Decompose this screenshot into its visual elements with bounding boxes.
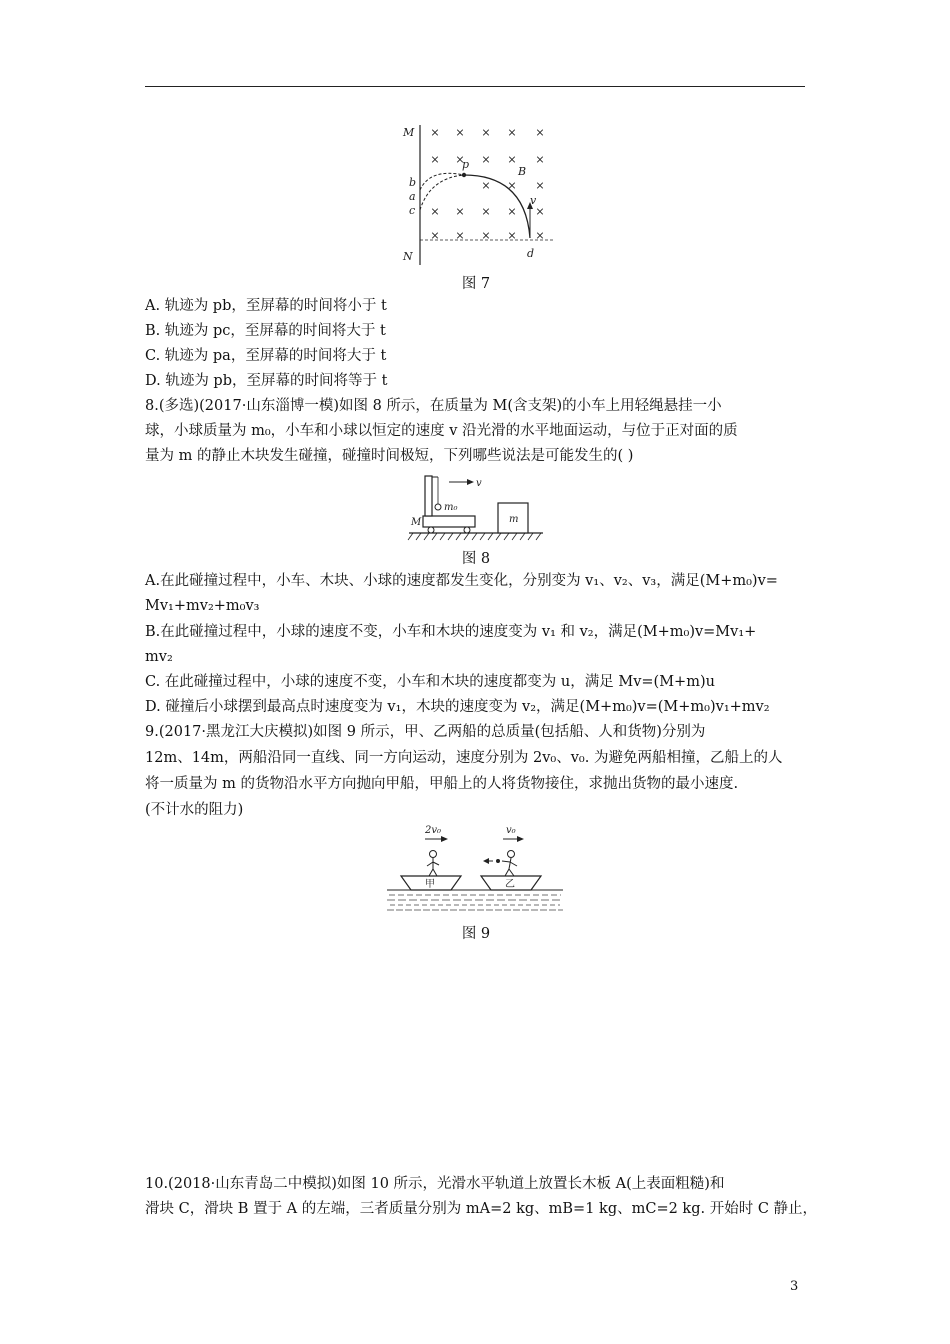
- svg-text:×: ×: [481, 179, 491, 192]
- svg-text:×: ×: [535, 126, 545, 139]
- q9-stem-line-1: 9.(2017·黑龙江大庆模拟)如图 9 所示，甲、乙两船的总质量(包括船、人和货物)分别为: [145, 724, 706, 740]
- svg-text:×: ×: [430, 126, 440, 139]
- figure-7-magnetic-field: [400, 120, 560, 270]
- svg-text:×: ×: [430, 205, 440, 218]
- fig9-label-boat-jia: 甲: [425, 879, 435, 890]
- fig9-label-boat-yi: 乙: [505, 879, 515, 890]
- figure-7-caption: 图 7: [461, 276, 491, 292]
- svg-text:×: ×: [481, 229, 491, 242]
- fig7-label-B: B: [518, 165, 527, 178]
- fig9-label-v0: v₀: [506, 825, 516, 836]
- q7-option-a: A. 轨迹为 pb，至屏幕的时间将小于 t: [145, 298, 387, 314]
- svg-text:×: ×: [535, 205, 545, 218]
- q8-option-b-line-1: B.在此碰撞过程中，小球的速度不变，小车和木块的速度变为 v₁ 和 v₂，满足(M+m₀)v=Mv₁+: [145, 624, 757, 640]
- svg-text:×: ×: [455, 205, 465, 218]
- q7-option-c: C. 轨迹为 pa，至屏幕的时间将大于 t: [145, 348, 387, 364]
- svg-text:×: ×: [535, 179, 545, 192]
- q8-option-a-line-1: A.在此碰撞过程中，小车、木块、小球的速度都发生变化，分别变为 v₁、v₂、v₃，满足(M+m₀)v=: [145, 573, 778, 589]
- svg-text:×: ×: [507, 229, 517, 242]
- q8-stem-line-3: 量为 m 的静止木块发生碰撞，碰撞时间极短，下列哪些说法是可能发生的( ): [145, 448, 634, 464]
- svg-text:×: ×: [481, 153, 491, 166]
- q8-stem-line-2: 球，小球质量为 m₀，小车和小球以恒定的速度 v 沿光滑的水平地面运动，与位于正对面的质: [145, 423, 738, 439]
- fig7-label-b: b: [409, 176, 417, 189]
- fig8-label-M: M: [411, 517, 422, 528]
- fig7-label-a: a: [409, 190, 416, 203]
- fig8-label-v: v: [476, 478, 482, 489]
- svg-text:×: ×: [507, 179, 517, 192]
- q9-stem-line-2: 12m、14m，两船沿同一直线、同一方向运动，速度分别为 2v₀、v₀. 为避免两船相撞，乙船上的人: [145, 750, 783, 766]
- svg-text:×: ×: [430, 153, 440, 166]
- fig8-label-m0: m₀: [444, 502, 458, 513]
- fig7-label-N: N: [403, 250, 413, 263]
- q8-option-b-line-2: mv₂: [145, 649, 173, 665]
- fig7-label-M: M: [403, 126, 415, 139]
- q8-option-d: D. 碰撞后小球摆到最高点时速度变为 v₁，木块的速度变为 v₂，满足(M+m₀)v=(M+m₀)v₁+mv₂: [145, 699, 770, 715]
- q10-stem-line-2: 滑块 C，滑块 B 置于 A 的左端，三者质量分别为 mA=2 kg、mB=1 kg、mC=2 kg. 开始时 C 静止，: [145, 1201, 818, 1217]
- q7-option-d: D. 轨迹为 pb，至屏幕的时间将等于 t: [145, 373, 388, 389]
- header-rule: [145, 86, 805, 87]
- q8-option-c: C. 在此碰撞过程中，小球的速度不变，小车和木块的速度都变为 u，满足 Mv=(M+m)u: [145, 674, 715, 690]
- q8-option-a-line-2: Mv₁+mv₂+m₀v₃: [145, 598, 260, 614]
- figure-9-caption: 图 9: [461, 926, 491, 942]
- svg-text:×: ×: [507, 153, 517, 166]
- svg-text:×: ×: [430, 229, 440, 242]
- svg-text:×: ×: [535, 153, 545, 166]
- q7-option-b: B. 轨迹为 pc，至屏幕的时间将大于 t: [145, 323, 386, 339]
- page-number: 3: [790, 1279, 799, 1294]
- q9-stem-line-4: (不计水的阻力): [145, 802, 244, 818]
- fig7-label-p: p: [462, 158, 470, 171]
- svg-text:×: ×: [481, 205, 491, 218]
- svg-text:×: ×: [535, 229, 545, 242]
- fig7-label-v: v: [530, 194, 537, 207]
- fig7-label-c: c: [409, 204, 416, 217]
- svg-text:×: ×: [507, 126, 517, 139]
- svg-text:×: ×: [455, 153, 465, 166]
- q9-stem-line-3: 将一质量为 m 的货物沿水平方向抛向甲船，甲船上的人将货物接住，求抛出货物的最小速度.: [145, 776, 739, 792]
- svg-text:×: ×: [455, 229, 465, 242]
- figure-8-caption: 图 8: [461, 551, 491, 567]
- fig8-label-m: m: [509, 514, 519, 525]
- svg-text:×: ×: [507, 205, 517, 218]
- fig7-label-d: d: [527, 247, 535, 260]
- q10-stem-line-1: 10.(2018·山东青岛二中模拟)如图 10 所示，光滑水平轨道上放置长木板 A(上表面粗糙)和: [145, 1176, 725, 1192]
- figure-9-two-boats: [385, 822, 565, 914]
- q8-stem-line-1: 8.(多选)(2017·山东淄博一模)如图 8 所示，在质量为 M(含支架)的小车上用轻绳悬挂一小: [145, 398, 722, 414]
- figure-8-cart-collision: [405, 472, 545, 544]
- svg-text:×: ×: [481, 126, 491, 139]
- svg-text:×: ×: [455, 126, 465, 139]
- fig9-label-2v0: 2v₀: [425, 825, 442, 836]
